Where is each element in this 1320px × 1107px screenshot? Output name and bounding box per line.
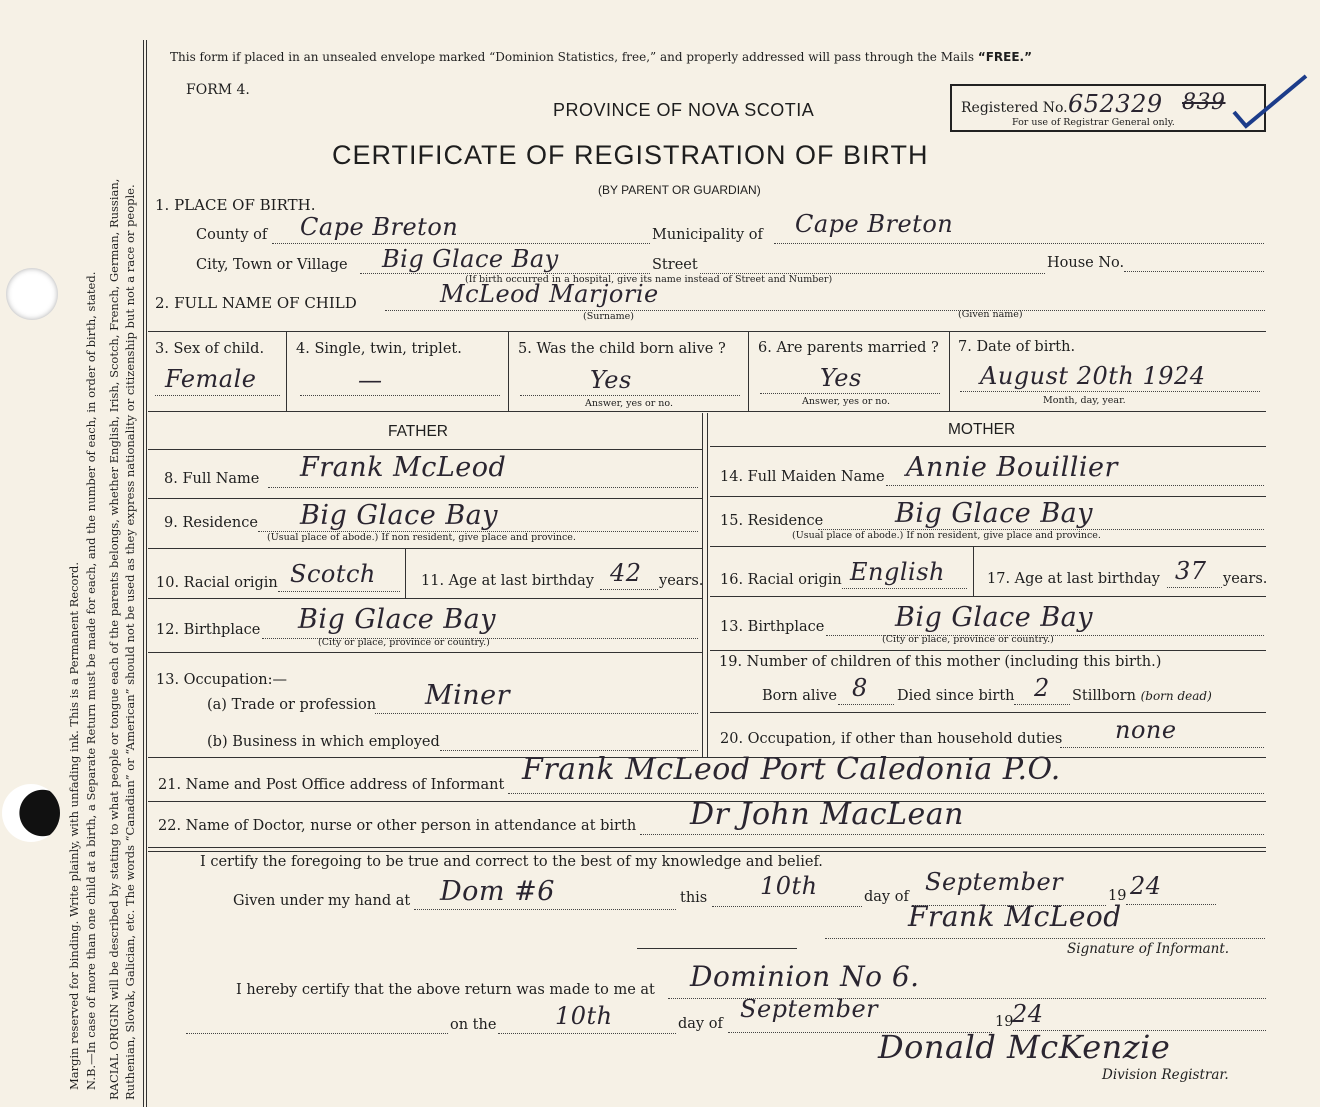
given-year-prefix: 19 [1108, 888, 1127, 904]
registered-label: Registered No. [961, 100, 1068, 116]
given-name-note: (Given name) [958, 309, 1023, 320]
city-label: City, Town or Village [196, 257, 348, 273]
form-left-border [146, 40, 147, 1107]
mother-residence-value: Big Glace Bay [895, 498, 1094, 529]
county-value: Cape Breton [300, 213, 459, 241]
mother-racial-label: 16. Racial origin [720, 572, 842, 588]
mother-birthplace-label: 13. Birthplace [720, 619, 825, 635]
doctor-label: 22. Name of Doctor, nurse or other person in attendance at birth [158, 818, 637, 834]
mother-occupation-label: 20. Occupation, if other than household duties [720, 731, 1063, 747]
doctor-value: Dr John MacLean [690, 797, 964, 832]
registrar-note: For use of Registrar General only. [1012, 117, 1175, 128]
registrar-day-value: 10th [555, 1002, 613, 1030]
registrar-day-of-label: day of [678, 1016, 723, 1032]
certificate-title: CERTIFICATE OF REGISTRATION OF BIRTH [332, 140, 929, 170]
street-label: Street [652, 257, 698, 273]
informant-signature-caption: Signature of Informant. [1067, 941, 1230, 957]
mother-residence-label: 15. Residence [720, 513, 824, 529]
plurality-value: — [358, 366, 383, 394]
born-alive-answer-note: Answer, yes or no. [585, 398, 674, 409]
father-age-label: 11. Age at last birthday [421, 573, 594, 589]
informant-signature: Frank McLeod [908, 900, 1122, 933]
given-under-hand-label: Given under my hand at [233, 893, 411, 909]
province-heading: PROVINCE OF NOVA SCOTIA [553, 100, 815, 120]
father-residence-note: (Usual place of abode.) If non resident, give place and province. [267, 532, 576, 543]
mother-birthplace-value: Big Glace Bay [895, 602, 1094, 633]
given-year-value: 24 [1130, 872, 1162, 900]
father-business-label: (b) Business in which employed [207, 734, 440, 750]
binding-hole-top [6, 268, 58, 320]
registered-box [950, 84, 1266, 132]
registrar-place-value: Dominion No 6. [690, 960, 920, 993]
child-name-value: McLeod Marjorie [440, 280, 659, 308]
parents-married-value: Yes [820, 364, 862, 392]
mother-heading: MOTHER [948, 421, 1016, 438]
mother-age-label: 17. Age at last birthday [987, 571, 1160, 587]
informant-label: 21. Name and Post Office address of Informant [158, 777, 505, 793]
died-since-birth-value: 2 [1034, 674, 1050, 702]
registrar-caption: Division Registrar. [1102, 1067, 1229, 1083]
child-name-label: 2. FULL NAME OF CHILD [155, 294, 357, 312]
parents-married-label: 6. Are parents married ? [758, 340, 939, 356]
father-birthplace-value: Big Glace Bay [298, 604, 497, 635]
plurality-label: 4. Single, twin, triplet. [296, 341, 462, 357]
father-racial-value: Scotch [290, 560, 376, 588]
municipality-label: Municipality of [652, 227, 763, 243]
father-age-value: 42 [610, 559, 642, 587]
given-place-value: Dom #6 [440, 876, 555, 907]
registrar-statement: I hereby certify that the above return was made to me at [236, 982, 655, 998]
father-birthplace-label: 12. Birthplace [156, 622, 261, 638]
born-alive-value: Yes [590, 366, 632, 394]
mother-occupation-value: none [1115, 716, 1177, 744]
place-of-birth-heading: 1. PLACE OF BIRTH. [155, 196, 316, 214]
date-of-birth-label: 7. Date of birth. [958, 339, 1076, 355]
given-day-value: 10th [760, 872, 818, 900]
this-label: this [680, 890, 708, 906]
street-note: (If birth occurred in a hospital, give its name instead of Street and Number) [465, 274, 833, 285]
sex-label: 3. Sex of child. [155, 341, 265, 357]
sex-value: Female [165, 365, 257, 393]
date-of-birth-note: Month, day, year. [1043, 395, 1126, 406]
certificate-subtitle: (BY PARENT OR GUARDIAN) [598, 183, 761, 197]
born-alive-count-value: 8 [852, 674, 868, 702]
father-birthplace-note: (City or place, province or country.) [318, 637, 490, 648]
mother-racial-value: English [850, 558, 945, 586]
margin-note-binding: Margin reserved for binding. Write plainly, with unfading ink. This is a Permanent Record. [67, 562, 81, 1090]
died-since-birth-label: Died since birth [897, 688, 1015, 704]
father-racial-label: 10. Racial origin [156, 575, 278, 591]
city-value: Big Glace Bay [382, 245, 559, 273]
county-label: County of [196, 227, 268, 243]
mother-name-label: 14. Full Maiden Name [720, 469, 885, 485]
mother-years-label: years. [1223, 571, 1268, 587]
stillborn-label: Stillborn (born dead) [1072, 688, 1212, 704]
father-trade-value: Miner [425, 680, 511, 711]
house-no-label: House No. [1047, 255, 1125, 271]
informant-value: Frank McLeod Port Caledonia P.O. [522, 752, 1061, 787]
on-the-label: on the [450, 1017, 497, 1033]
mother-name-value: Annie Bouillier [906, 452, 1118, 483]
father-trade-label: (a) Trade or profession [207, 697, 377, 713]
registrar-year-value: 24 [1012, 1000, 1044, 1028]
registrar-month-value: September [740, 995, 879, 1023]
given-day-of-label: day of [864, 889, 909, 905]
margin-note-multiple-births: N.B.—In case of more than one child at a birth, a Separate Return must be made for each, and the number of each, in order of birth, stated. [84, 271, 98, 1090]
margin-note-racial-origin-2: Ruthenian, Slovak, Galician, etc. The words “Canadian” or “American” should not be used as they express nationality or citizenship but not a race or people. [123, 184, 137, 1100]
born-alive-label: 5. Was the child born alive ? [518, 341, 726, 357]
given-month-value: September [925, 868, 1064, 896]
registered-number: 652329 [1068, 90, 1163, 118]
father-years-label: years. [659, 573, 704, 589]
mother-age-value: 37 [1175, 557, 1207, 585]
mother-children-label: 19. Number of children of this mother (including this birth.) [719, 654, 1162, 670]
father-heading: FATHER [388, 423, 448, 440]
father-occupation-label: 13. Occupation:— [156, 672, 287, 688]
surname-note: (Surname) [583, 311, 634, 322]
form-number: FORM 4. [186, 82, 250, 98]
mail-notice: This form if placed in an unsealed envelope marked “Dominion Statistics, free,” and properly addressed will pass through the Mails “FREE.” [170, 50, 1032, 64]
father-name-label: 8. Full Name [164, 471, 260, 487]
registrar-signature: Donald McKenzie [878, 1028, 1171, 1066]
municipality-value: Cape Breton [795, 210, 954, 238]
mother-birthplace-note: (City or place, province or country.) [882, 634, 1054, 645]
born-alive-count-label: Born alive [762, 688, 837, 704]
father-name-value: Frank McLeod [300, 452, 507, 483]
registrar-year-prefix: 19 [995, 1014, 1014, 1030]
registered-number-struck: 839 [1182, 90, 1226, 115]
date-of-birth-value: August 20th 1924 [980, 362, 1206, 390]
father-residence-value: Big Glace Bay [300, 500, 499, 531]
parents-married-answer-note: Answer, yes or no. [802, 396, 891, 407]
binding-hole-bottom [2, 784, 60, 842]
check-mark-icon [1230, 72, 1310, 132]
margin-note-racial-origin-1: RACIAL ORIGIN will be described by stating to what people or tongue each of the parents belongs, whether English, Irish, Scotch, French, German, Russian, [107, 178, 121, 1100]
father-residence-label: 9. Residence [164, 515, 258, 531]
mother-residence-note: (Usual place of abode.) If non resident, give place and province. [792, 530, 1101, 541]
certify-statement: I certify the foregoing to be true and correct to the best of my knowledge and belief. [200, 854, 823, 870]
